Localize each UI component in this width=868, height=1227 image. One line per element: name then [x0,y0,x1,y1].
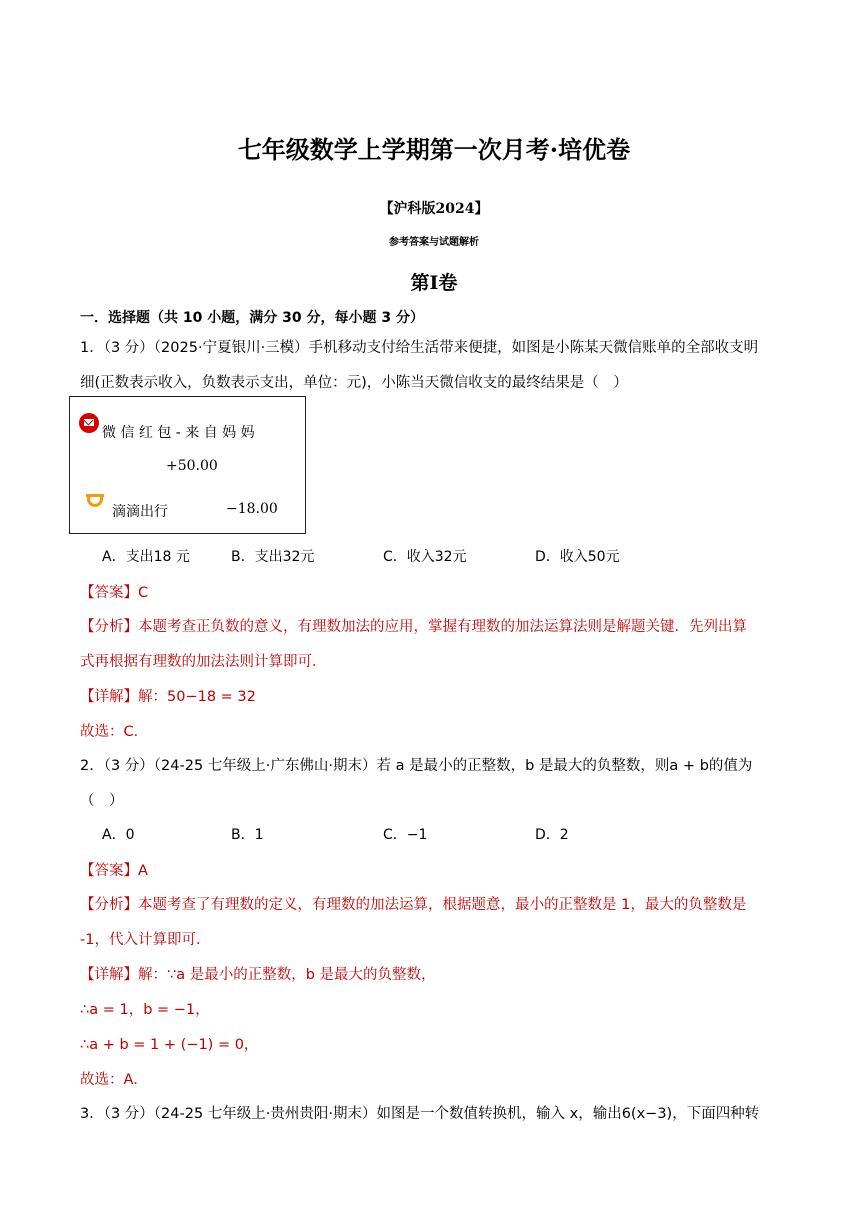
volume-heading: 第I卷 [410,272,458,294]
q1-analysis-line2: 式再根据有理数的加法法则计算即可． [80,654,327,670]
q2-detail-step3: ∴a + b = 1 + (−1) = 0， [80,1037,259,1053]
q1-option-c: C．收入32元 [383,549,467,565]
q1-analysis-line1: 【分析】本题考查正负数的意义，有理数加法的应用，掌握有理数的加法运算法则是解题关键．先列出算 [80,619,747,635]
didi-icon [86,494,104,508]
q2-option-d: D．2 [535,827,569,843]
q1-detail: 【详解】解：50−18 = 32 [80,689,256,705]
q1-option-d: D．收入50元 [535,549,620,565]
subtitle: 参考答案与试题解析 [389,237,479,248]
red-envelope-icon [79,413,99,433]
q1-answer: 【答案】C [80,585,149,601]
q1-choose: 故选：C． [80,724,149,740]
bill-item2-label: 滴滴出行 [112,504,168,520]
q3-stem-line1: 3．（3 分）（24-25 七年级上·贵州贵阳·期末）如图是一个数值转换机，输入 x，输出6(x−3)，下面四种转 [80,1106,760,1122]
q2-answer: 【答案】A [80,863,148,879]
q1-option-b: B．支出32元 [231,549,315,565]
q2-stem-line1: 2．（3 分）（24-25 七年级上·广东佛山·期末）若 a 是最小的正整数，b 是最大的负整数，则a + b的值为 [80,758,753,774]
section-heading: 一．选择题（共 10 小题，满分 30 分，每小题 3 分） [80,310,424,326]
q1-stem-line1: 1．（3 分）（2025·宁夏银川·三模）手机移动支付给生活带来便捷，如图是小陈某天微信账单的全部收支明 [80,340,759,356]
bill-item1-label: 微 信 红 包 - 来 自 妈 妈 [102,425,255,441]
bill-item1-amount: +50.00 [166,458,218,474]
q2-option-a: A．0 [102,827,135,843]
q2-analysis-line2: -1，代入计算即可． [80,932,211,948]
q2-option-b: B．1 [231,827,264,843]
q1-stem-line2: 细(正数表示收入，负数表示支出，单位：元)，小陈当天微信收支的最终结果是（ ） [80,375,628,391]
q2-detail: 【详解】解：∵a 是最小的正整数，b 是最大的负整数， [80,967,436,983]
bill-item2-amount: −18.00 [226,501,278,517]
q2-analysis-line1: 【分析】本题考查了有理数的定义，有理数的加法运算，根据题意，最小的正整数是 1，最大的负整数是 [80,897,747,913]
edition-label: 【沪科版2024】 [379,201,489,217]
q2-stem-line2: （ ） [80,793,124,809]
q2-option-c: C．−1 [383,827,428,843]
q2-detail-step2: ∴a = 1，b = −1， [80,1002,210,1018]
page-title: 七年级数学上学期第一次月考·培优卷 [237,135,631,164]
q2-choose: 故选：A． [80,1072,148,1088]
q1-option-a: A．支出18 元 [102,549,190,565]
